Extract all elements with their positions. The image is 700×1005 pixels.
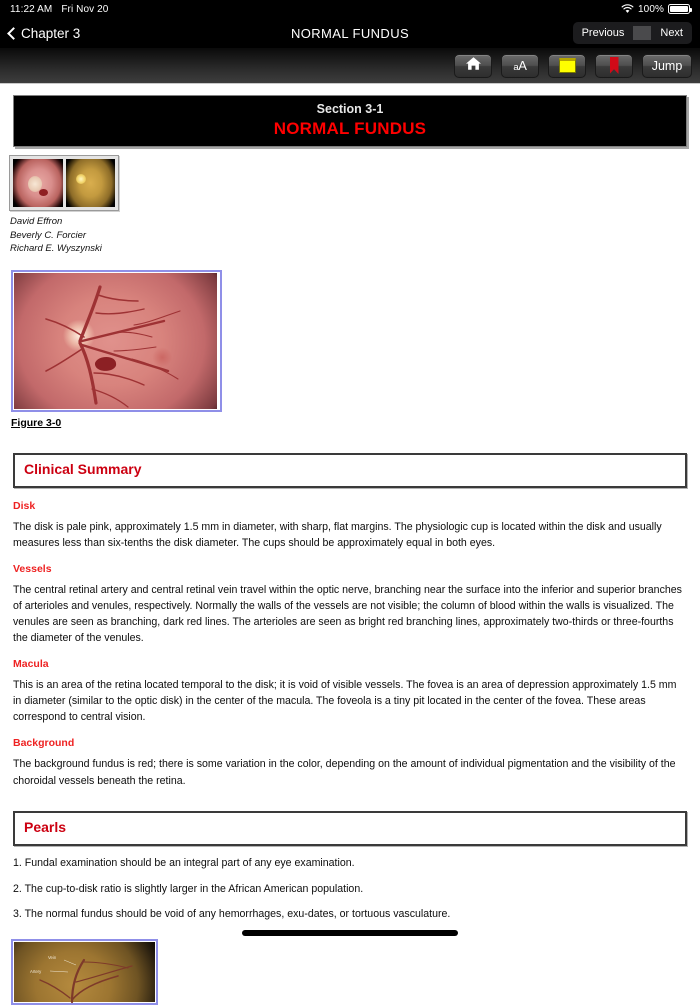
battery-icon bbox=[668, 4, 690, 14]
navigation-bar bbox=[0, 18, 700, 48]
battery-percent: 100% bbox=[638, 3, 664, 15]
labeled-fundus-photograph[interactable] bbox=[14, 942, 155, 1002]
status-bar-left bbox=[10, 4, 108, 15]
status-bar-right bbox=[621, 4, 690, 15]
home-icon bbox=[465, 56, 482, 76]
segment-divider bbox=[633, 26, 651, 40]
fundus-thumbnail-1[interactable] bbox=[13, 159, 63, 207]
section-banner bbox=[13, 95, 687, 147]
bottom-figure-label-artery: Artery bbox=[30, 969, 42, 975]
previous-button[interactable]: Previous bbox=[581, 27, 625, 39]
subsection-heading-background: Background bbox=[13, 737, 75, 750]
retinal-vessels-overlay bbox=[14, 273, 217, 409]
home-indicator bbox=[242, 930, 458, 936]
bottom-figure-frame[interactable] bbox=[11, 939, 158, 1005]
fundus-photograph[interactable] bbox=[14, 273, 217, 409]
main-figure-block bbox=[11, 270, 222, 431]
bottom-figure-label-vein: Vein bbox=[48, 955, 57, 961]
subsection-body-vessels: The central retinal artery and central retinal vein travel within the optic nerve, branching near the surface into the inferior and superior branches of arterioles and venules, respectively. Normally the walls of the vessels are not visible; the column of blood within the walls is visualized. The venules are seen as branching, dark red lines. The arterioles are seen as bright red branching lines, approximately two-thirds or three-fourths the diameter of the venules. bbox=[13, 583, 682, 645]
jump-button[interactable] bbox=[642, 54, 692, 78]
author-list bbox=[10, 215, 700, 255]
wifi-icon bbox=[621, 4, 634, 14]
author-name: Beverly C. Forcier bbox=[10, 229, 87, 241]
status-bar bbox=[0, 0, 700, 18]
figure-caption-link[interactable]: Figure 3-0 bbox=[11, 416, 62, 429]
clinical-summary-heading-box bbox=[13, 453, 687, 488]
thumbnail-strip[interactable] bbox=[9, 155, 119, 211]
text-size-button[interactable] bbox=[501, 54, 539, 78]
fundus-thumbnail-2[interactable] bbox=[66, 159, 116, 207]
subsection-heading-disk: Disk bbox=[13, 499, 36, 512]
text-size-icon: aA bbox=[513, 58, 527, 73]
bookmark-button[interactable] bbox=[595, 54, 633, 78]
pearl-item: 3. The normal fundus should be void of any hemorrhages, exu-dates, or tortuous vasculature. bbox=[13, 908, 451, 921]
subsection-heading-vessels: Vessels bbox=[13, 562, 52, 575]
figure-frame[interactable] bbox=[11, 270, 222, 412]
next-button[interactable]: Next bbox=[660, 27, 683, 39]
back-button-label: Chapter 3 bbox=[21, 25, 81, 41]
subsection-body-disk: The disk is pale pink, approximately 1.5 mm in diameter, with sharp, flat margins. The physiologic cup is located within the disk and usually measures less than six-tenths the disk diameter. The cups should be approximately equal in both eyes. bbox=[13, 520, 662, 549]
notes-button[interactable] bbox=[548, 54, 586, 78]
subsection-heading-macula: Macula bbox=[13, 658, 49, 671]
prev-next-segmented-control bbox=[573, 22, 692, 44]
jump-button-label: Jump bbox=[651, 58, 683, 73]
pearl-item: 1. Fundal examination should be an integral part of any eye examination. bbox=[13, 856, 355, 869]
pearl-item: 2. The cup-to-disk ratio is slightly larger in the African American population. bbox=[13, 882, 364, 895]
sticky-note-icon bbox=[559, 58, 576, 73]
page-title: NORMAL FUNDUS bbox=[290, 25, 410, 41]
subsection-body-background: The background fundus is red; there is some variation in the color, depending on the amount of individual pigmentation and the visibility of the choroidal vessels beneath the retina. bbox=[13, 758, 676, 787]
author-name: Richard E. Wyszynski bbox=[10, 243, 102, 255]
status-time: 11:22 AM bbox=[10, 3, 53, 15]
bottom-figure-vessels-overlay bbox=[14, 942, 155, 1002]
document-content[interactable] bbox=[0, 95, 700, 975]
chevron-left-icon bbox=[8, 27, 16, 40]
subsection-body-macula: This is an area of the retina located temporal to the disk; it is void of visible vessels. The fovea is an area of depression approximately 1.5 mm in diameter (similar to the optic disk) in the center of the macula. The foveola is a tiny pit located in the center of the fovea. These areas correspond to central vision. bbox=[13, 679, 677, 724]
clinical-summary-heading: Clinical Summary bbox=[24, 460, 142, 477]
back-button[interactable] bbox=[8, 26, 80, 41]
bookmark-icon bbox=[610, 57, 619, 74]
reader-toolbar bbox=[0, 48, 700, 84]
status-date: Fri Nov 20 bbox=[61, 3, 109, 15]
section-title: NORMAL FUNDUS bbox=[273, 118, 427, 138]
author-name: David Effron bbox=[10, 216, 63, 228]
pearls-heading-box bbox=[13, 811, 687, 846]
home-button[interactable] bbox=[454, 54, 492, 78]
pearls-heading: Pearls bbox=[24, 818, 67, 835]
section-number: Section 3-1 bbox=[316, 102, 384, 116]
